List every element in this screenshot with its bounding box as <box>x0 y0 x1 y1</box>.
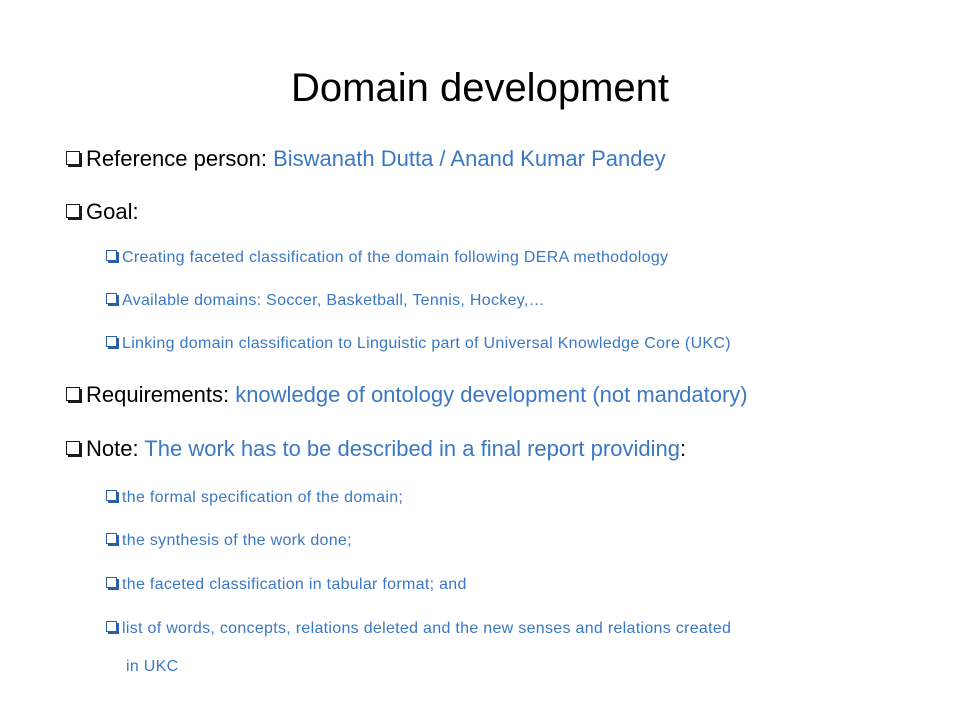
note-item-text: the formal specification of the domain; <box>122 489 404 506</box>
note-item <box>106 486 403 510</box>
reference-line <box>66 144 666 174</box>
requirements-value: knowledge of ontology development (not mandatory) <box>229 382 748 407</box>
goal-item-text: Creating faceted classification of the domain following DERA methodology <box>122 249 669 266</box>
checkbox-bullet-icon <box>66 441 80 455</box>
note-colon: : <box>679 436 687 461</box>
checkbox-bullet-icon <box>66 204 80 218</box>
goal-line <box>66 197 139 227</box>
note-item-text: the synthesis of the work done; <box>122 532 352 549</box>
goal-item-text: Linking domain classification to Linguistic part of Universal Knowledge Core (UKC) <box>122 335 731 352</box>
checkbox-bullet-icon <box>106 577 117 588</box>
note-value: The work has to be described in a final report providing <box>138 436 680 461</box>
checkbox-bullet-icon <box>106 250 117 261</box>
note-item <box>106 573 467 597</box>
checkbox-bullet-icon <box>106 490 117 501</box>
checkbox-bullet-icon <box>106 533 117 544</box>
requirements-label: Requirements: <box>86 382 230 407</box>
goal-item-text: Available domains: Soccer, Basketball, Tennis, Hockey,… <box>122 292 545 309</box>
checkbox-bullet-icon <box>106 293 117 304</box>
reference-value: Biswanath Dutta / Anand Kumar Pandey <box>267 146 666 171</box>
goal-item <box>106 246 668 270</box>
goal-item <box>106 332 731 356</box>
note-item-continuation-text: in UKC <box>126 658 179 675</box>
checkbox-bullet-icon <box>66 151 80 165</box>
note-item-text: list of words, concepts, relations deleted and the new senses and relations created <box>122 620 732 637</box>
requirements-line <box>66 380 748 410</box>
checkbox-bullet-icon <box>106 621 117 632</box>
note-item-continuation <box>126 655 178 679</box>
slide-title: Domain development <box>291 66 669 110</box>
reference-label: Reference person: <box>86 146 267 171</box>
goal-item <box>106 289 545 313</box>
note-item <box>106 529 352 553</box>
checkbox-bullet-icon <box>66 387 80 401</box>
note-label: Note: <box>86 436 139 461</box>
note-line <box>66 434 686 464</box>
note-item-text: the faceted classification in tabular format; and <box>122 576 467 593</box>
checkbox-bullet-icon <box>106 336 117 347</box>
goal-label: Goal: <box>86 199 139 224</box>
note-item <box>106 617 731 641</box>
